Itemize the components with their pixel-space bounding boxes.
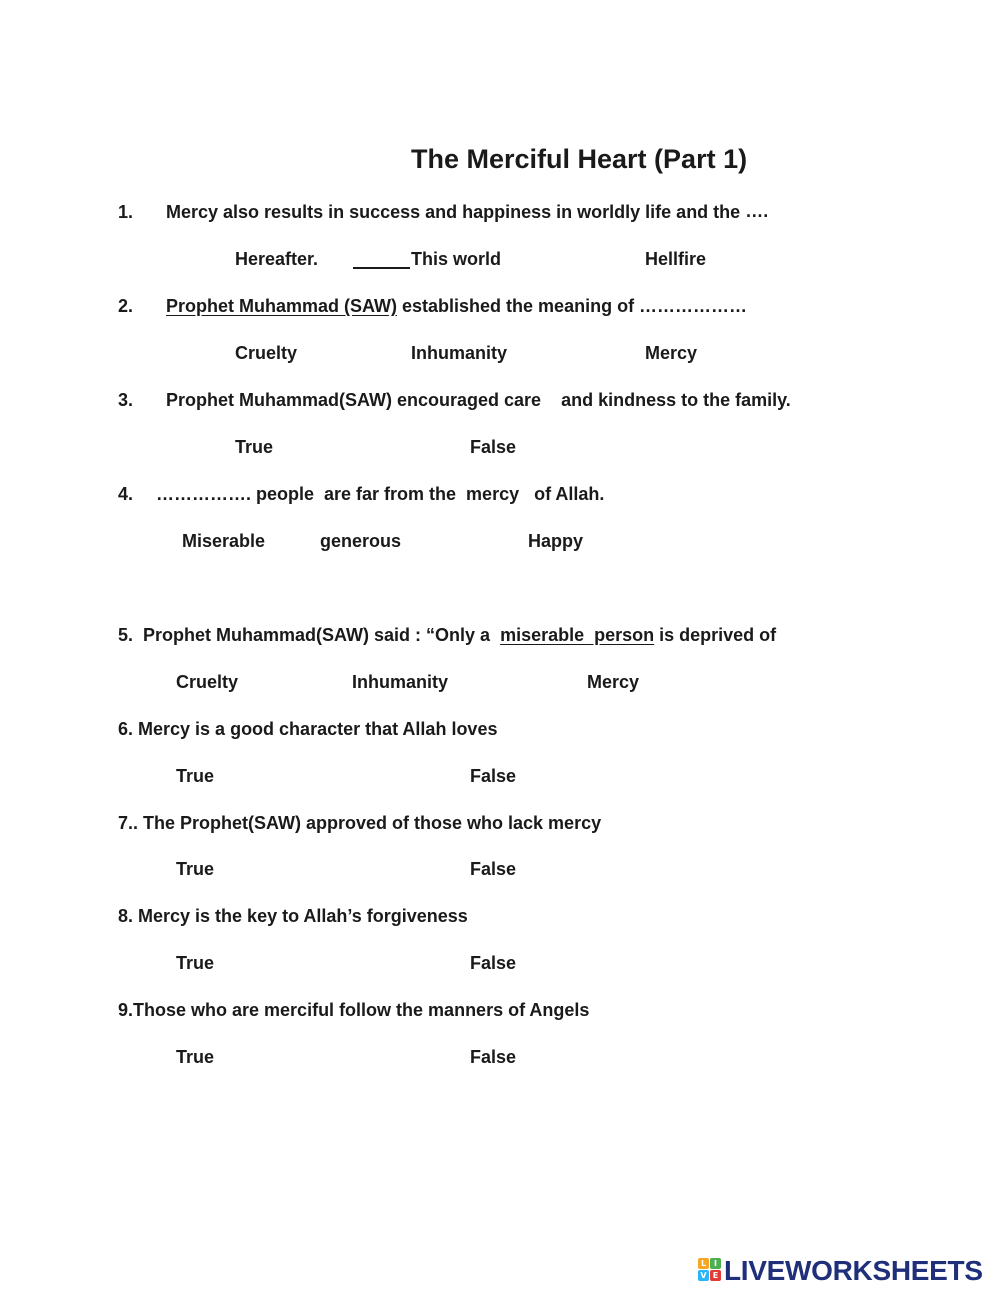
question-1-number: 1. bbox=[118, 202, 134, 222]
q9-option-1[interactable]: True bbox=[176, 1047, 215, 1067]
q2-option-1[interactable]: Cruelty bbox=[235, 343, 298, 363]
question-5-prefix: 5. Prophet Muhammad(SAW) said : “Only a bbox=[118, 625, 501, 645]
question-3-text: Prophet Muhammad(SAW) encouraged care and kindness to the family. bbox=[166, 390, 791, 410]
q2-option-3[interactable]: Mercy bbox=[645, 343, 698, 363]
question-9-text: 9.Those who are merciful follow the manners of Angels bbox=[118, 1000, 590, 1020]
question-2-number: 2. bbox=[118, 296, 134, 316]
q8-option-1[interactable]: True bbox=[176, 953, 215, 973]
q4-option-2[interactable]: generous bbox=[320, 531, 402, 551]
question-3-number: 3. bbox=[118, 390, 134, 410]
logo-text: LIVEWORKSHEETS bbox=[724, 1255, 983, 1286]
question-5 bbox=[118, 624, 776, 646]
q5-option-2[interactable]: Inhumanity bbox=[352, 672, 449, 692]
question-5-suffix: is deprived of bbox=[654, 625, 777, 645]
question-1 bbox=[166, 201, 768, 223]
q3-option-1[interactable]: True bbox=[235, 437, 274, 457]
q6-option-1[interactable]: True bbox=[176, 766, 215, 786]
question-4-text: ……………. people are far from the mercy of Allah. bbox=[156, 484, 605, 504]
q6-option-2[interactable]: False bbox=[470, 766, 517, 786]
q9-option-2[interactable]: False bbox=[470, 1047, 517, 1067]
q2-option-2[interactable]: Inhumanity bbox=[411, 343, 508, 363]
question-5-underlined: miserable person bbox=[500, 625, 655, 645]
logo-letter-box: E bbox=[710, 1270, 721, 1281]
logo-letter-box: L bbox=[698, 1258, 709, 1269]
q3-option-2[interactable]: False bbox=[470, 437, 517, 457]
q4-option-3[interactable]: Happy bbox=[528, 531, 584, 551]
question-4-number: 4. bbox=[118, 484, 134, 504]
question-2-text: established the meaning of ……………… bbox=[397, 296, 748, 316]
question-7-text: 7.. The Prophet(SAW) approved of those who lack mercy bbox=[118, 813, 602, 833]
logo-letter-box: I bbox=[710, 1258, 721, 1269]
question-1-text: Mercy also results in success and happiness in worldly life and the bbox=[166, 202, 746, 222]
page-title: The Merciful Heart (Part 1) bbox=[411, 144, 748, 174]
q7-option-1[interactable]: True bbox=[176, 859, 215, 879]
question-8-text: 8. Mercy is the key to Allah’s forgiveness bbox=[118, 906, 468, 926]
q1-option-2[interactable]: This world bbox=[411, 249, 501, 269]
question-1-dots: …. bbox=[745, 201, 769, 221]
q8-option-2[interactable]: False bbox=[470, 953, 517, 973]
question-2-underlined: Prophet Muhammad (SAW) bbox=[166, 296, 398, 316]
q5-option-1[interactable]: Cruelty bbox=[176, 672, 239, 692]
answer-blank-line bbox=[353, 267, 410, 269]
q7-option-2[interactable]: False bbox=[470, 859, 517, 879]
question-2 bbox=[166, 295, 747, 317]
question-6-text: 6. Mercy is a good character that Allah loves bbox=[118, 719, 498, 739]
q1-option-1[interactable]: Hereafter. bbox=[235, 249, 319, 269]
logo-letter-box: V bbox=[698, 1270, 709, 1281]
liveworksheets-logo bbox=[698, 1256, 998, 1286]
q1-option-3[interactable]: Hellfire bbox=[645, 249, 707, 269]
q5-option-3[interactable]: Mercy bbox=[587, 672, 640, 692]
q4-option-1[interactable]: Miserable bbox=[182, 531, 266, 551]
